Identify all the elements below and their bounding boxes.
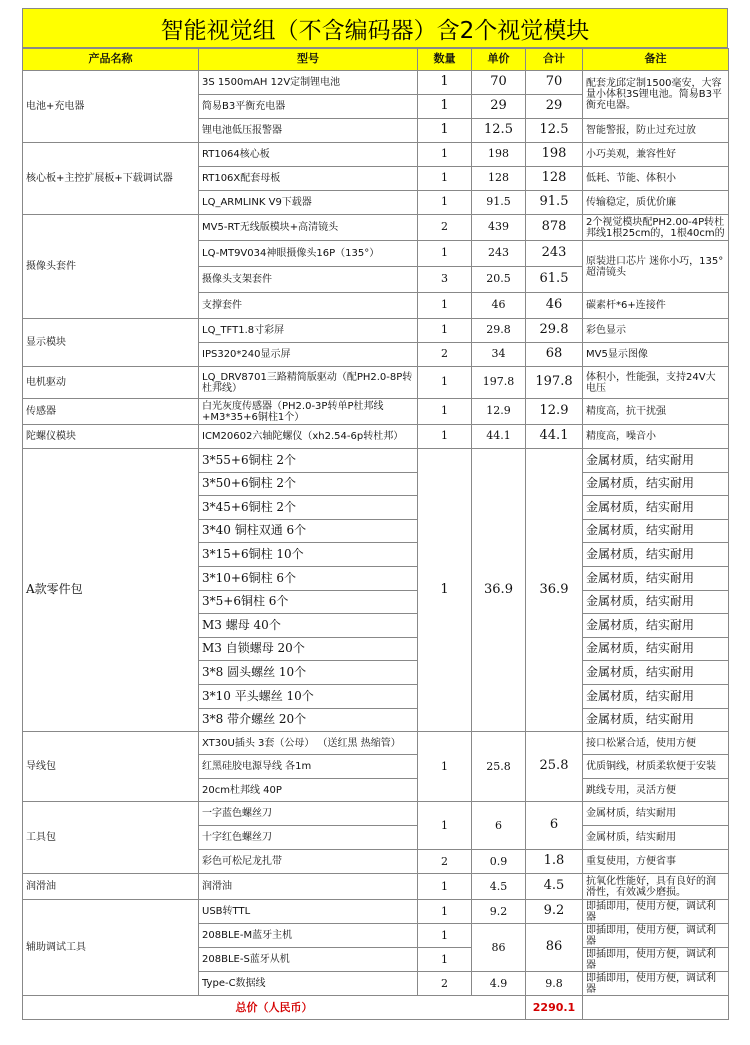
qty-cell: 1 [418,948,472,972]
total-cell: 61.5 [526,267,583,293]
sheet-title: 智能视觉组（不含编码器）含2个视觉模块 [22,8,728,48]
note-cell: 金属材质，结实耐用 [583,566,729,590]
table-row [23,874,729,900]
model-cell: 3*10 平头螺丝 10个 [199,684,418,708]
total-cell: 243 [526,241,583,267]
note-cell: 传输稳定，质优价廉 [583,191,729,215]
note-cell: 接口松紧合适，使用方便 [583,732,729,755]
total-cell: 9.8 [526,972,583,996]
model-cell: 3*50+6铜柱 2个 [199,472,418,496]
price-cell: 36.9 [472,449,526,732]
note-cell: MV5显示图像 [583,343,729,367]
model-cell: 支撑套件 [199,293,418,319]
model-cell: 彩色可松尼龙扎带 [199,850,418,874]
category-cell: 润滑油 [23,874,199,900]
header-price: 单价 [472,49,526,71]
price-table [22,48,729,1020]
note-cell: 金属材质，结实耐用 [583,590,729,614]
qty-cell: 1 [418,425,472,449]
category-cell: 电机驱动 [23,367,199,399]
total-cell: 29.8 [526,319,583,343]
qty-cell: 3 [418,267,472,293]
qty-cell: 1 [418,924,472,948]
total-cell: 29 [526,95,583,119]
table-row [23,215,729,241]
qty-cell: 1 [418,319,472,343]
qty-cell: 1 [418,119,472,143]
price-cell: 44.1 [472,425,526,449]
model-cell: 3*10+6铜柱 6个 [199,566,418,590]
note-cell: 金属材质，结实耐用 [583,826,729,850]
note-cell: 低耗、节能、体积小 [583,167,729,191]
total-cell: 197.8 [526,367,583,399]
header-row [23,49,729,71]
price-cell: 46 [472,293,526,319]
total-cell: 91.5 [526,191,583,215]
model-cell: 十字红色螺丝刀 [199,826,418,850]
note-cell: 彩色显示 [583,319,729,343]
qty-cell: 2 [418,343,472,367]
category-cell: 导线包 [23,732,199,802]
price-cell: 25.8 [472,732,526,802]
price-cell: 91.5 [472,191,526,215]
note-cell: 金属材质，结实耐用 [583,637,729,661]
price-cell: 20.5 [472,267,526,293]
table-row [23,319,729,343]
note-cell: 碳素杆*6+连接件 [583,293,729,319]
note-cell: 金属材质，结实耐用 [583,661,729,685]
total-row [23,996,729,1020]
total-cell: 25.8 [526,732,583,802]
table-row [23,900,729,924]
category-cell: 传感器 [23,399,199,425]
model-cell: 208BLE-M蓝牙主机 [199,924,418,948]
qty-cell: 1 [418,143,472,167]
model-cell: 一字蓝色螺丝刀 [199,802,418,826]
model-cell: MV5-RT无线版模块+高清镜头 [199,215,418,241]
grand-total-label: 总价（人民币） [23,996,526,1020]
note-cell: 金属材质，结实耐用 [583,449,729,473]
header-name: 产品名称 [23,49,199,71]
model-cell: M3 自锁螺母 20个 [199,637,418,661]
model-cell: 3*45+6铜柱 2个 [199,496,418,520]
note-cell: 抗氧化性能好，具有良好的润滑性，有效减少磨损。 [583,874,729,900]
total-cell: 1.8 [526,850,583,874]
price-cell: 439 [472,215,526,241]
category-cell: 辅助调试工具 [23,900,199,996]
model-cell: 白光灰度传感器（PH2.0-3P转单P杜邦线+M3*35+6铜柱1个） [199,399,418,425]
qty-cell: 1 [418,900,472,924]
total-cell: 198 [526,143,583,167]
model-cell: Type-C数据线 [199,972,418,996]
note-cell: 精度高，噪音小 [583,425,729,449]
model-cell: M3 螺母 40个 [199,614,418,638]
model-cell: IPS320*240显示屏 [199,343,418,367]
total-cell: 9.2 [526,900,583,924]
price-cell: 34 [472,343,526,367]
qty-cell: 1 [418,874,472,900]
note-cell: 金属材质，结实耐用 [583,708,729,732]
note-cell: 即插即用，使用方便，调试利器 [583,924,729,948]
model-cell: 3*5+6铜柱 6个 [199,590,418,614]
total-cell: 12.9 [526,399,583,425]
price-cell: 197.8 [472,367,526,399]
qty-cell: 1 [418,71,472,95]
category-cell: 陀螺仪模块 [23,425,199,449]
price-cell: 29.8 [472,319,526,343]
model-cell: RT106X配套母板 [199,167,418,191]
qty-cell: 1 [418,293,472,319]
note-cell: 2个视觉模块配PH2.00-4P转杜邦线1根25cm的，1根40cm的 [583,215,729,241]
model-cell: 3S 1500mAH 12V定制锂电池 [199,71,418,95]
price-cell: 12.9 [472,399,526,425]
table-row [23,732,729,755]
qty-cell: 1 [418,802,472,850]
model-cell: 摄像头支架套件 [199,267,418,293]
price-sheet [22,8,728,1014]
model-cell: ICM20602六轴陀螺仪（xh2.54-6p转杜邦） [199,425,418,449]
category-cell: 显示模块 [23,319,199,367]
price-cell: 128 [472,167,526,191]
model-cell: 锂电池低压报警器 [199,119,418,143]
note-cell: 即插即用，使用方便，调试利器 [583,900,729,924]
grand-total-value: 2290.1 [526,996,583,1020]
model-cell: 3*55+6铜柱 2个 [199,449,418,473]
qty-cell: 1 [418,95,472,119]
empty-cell [583,996,729,1020]
qty-cell: 2 [418,972,472,996]
model-cell: 20cm杜邦线 40P [199,779,418,802]
model-cell: USB转TTL [199,900,418,924]
price-cell: 70 [472,71,526,95]
model-cell: 简易B3平衡充电器 [199,95,418,119]
note-cell: 原装进口芯片 迷你小巧，135°超清镜头 [583,241,729,293]
qty-cell: 1 [418,732,472,802]
note-cell: 优质铜线，材质柔软便于安装 [583,755,729,779]
note-cell: 跳线专用，灵活方便 [583,779,729,802]
note-cell: 精度高，抗干扰强 [583,399,729,425]
model-cell: 3*15+6铜柱 10个 [199,543,418,567]
qty-cell: 1 [418,191,472,215]
total-cell: 878 [526,215,583,241]
price-cell: 9.2 [472,900,526,924]
category-cell: 摄像头套件 [23,215,199,319]
model-cell: 润滑油 [199,874,418,900]
note-cell: 金属材质，结实耐用 [583,543,729,567]
model-cell: 3*8 圆头螺丝 10个 [199,661,418,685]
header-qty: 数量 [418,49,472,71]
total-cell: 68 [526,343,583,367]
price-cell: 12.5 [472,119,526,143]
note-cell: 金属材质，结实耐用 [583,496,729,520]
category-cell: 核心板+主控扩展板+下载调试器 [23,143,199,215]
category-cell: 工具包 [23,802,199,874]
model-cell: 3*8 带介螺丝 20个 [199,708,418,732]
model-cell: 208BLE-S蓝牙从机 [199,948,418,972]
category-cell: 电池+充电器 [23,71,199,143]
price-cell: 243 [472,241,526,267]
model-cell: 3*40 铜柱双通 6个 [199,519,418,543]
model-cell: LQ-MT9V034神眼摄像头16P（135°） [199,241,418,267]
table-row [23,399,729,425]
table-row [23,449,729,473]
qty-cell: 1 [418,241,472,267]
total-cell: 70 [526,71,583,95]
model-cell: XT30U插头 3套（公母） （送红黑 热缩管） [199,732,418,755]
note-cell: 即插即用，使用方便，调试利器 [583,972,729,996]
qty-cell: 2 [418,850,472,874]
qty-cell: 1 [418,449,472,732]
note-cell: 配套龙邱定制1500毫安，大容量小体积3S锂电池。简易B3平衡充电器。 [583,71,729,119]
total-cell: 36.9 [526,449,583,732]
note-cell: 金属材质，结实耐用 [583,472,729,496]
note-cell: 即插即用，使用方便，调试利器 [583,948,729,972]
price-cell: 4.9 [472,972,526,996]
note-cell: 金属材质，结实耐用 [583,519,729,543]
price-cell: 0.9 [472,850,526,874]
model-cell: LQ_TFT1.8寸彩屏 [199,319,418,343]
price-cell: 198 [472,143,526,167]
note-cell: 金属材质，结实耐用 [583,684,729,708]
qty-cell: 1 [418,367,472,399]
header-model: 型号 [199,49,418,71]
note-cell: 金属材质，结实耐用 [583,802,729,826]
model-cell: LQ_DRV8701三路精简版驱动（配PH2.0-8P转杜邦线） [199,367,418,399]
header-total: 合计 [526,49,583,71]
table-row [23,71,729,95]
table-row [23,143,729,167]
table-row [23,802,729,826]
total-cell: 128 [526,167,583,191]
total-cell: 44.1 [526,425,583,449]
table-row [23,425,729,449]
price-cell: 86 [472,924,526,972]
qty-cell: 2 [418,215,472,241]
note-cell: 智能警报，防止过充过放 [583,119,729,143]
total-cell: 12.5 [526,119,583,143]
note-cell: 金属材质，结实耐用 [583,614,729,638]
note-cell: 小巧美观，兼容性好 [583,143,729,167]
qty-cell: 1 [418,167,472,191]
model-cell: RT1064核心板 [199,143,418,167]
model-cell: 红黑硅胶电源导线 各1m [199,755,418,779]
total-cell: 4.5 [526,874,583,900]
table-row [23,367,729,399]
header-note: 备注 [583,49,729,71]
total-cell: 86 [526,924,583,972]
qty-cell: 1 [418,399,472,425]
price-cell: 4.5 [472,874,526,900]
note-cell: 重复使用，方便省事 [583,850,729,874]
total-cell: 6 [526,802,583,850]
price-cell: 6 [472,802,526,850]
category-cell: A款零件包 [23,449,199,732]
price-cell: 29 [472,95,526,119]
note-cell: 体积小，性能强，支持24V大电压 [583,367,729,399]
model-cell: LQ_ARMLINK V9下载器 [199,191,418,215]
total-cell: 46 [526,293,583,319]
